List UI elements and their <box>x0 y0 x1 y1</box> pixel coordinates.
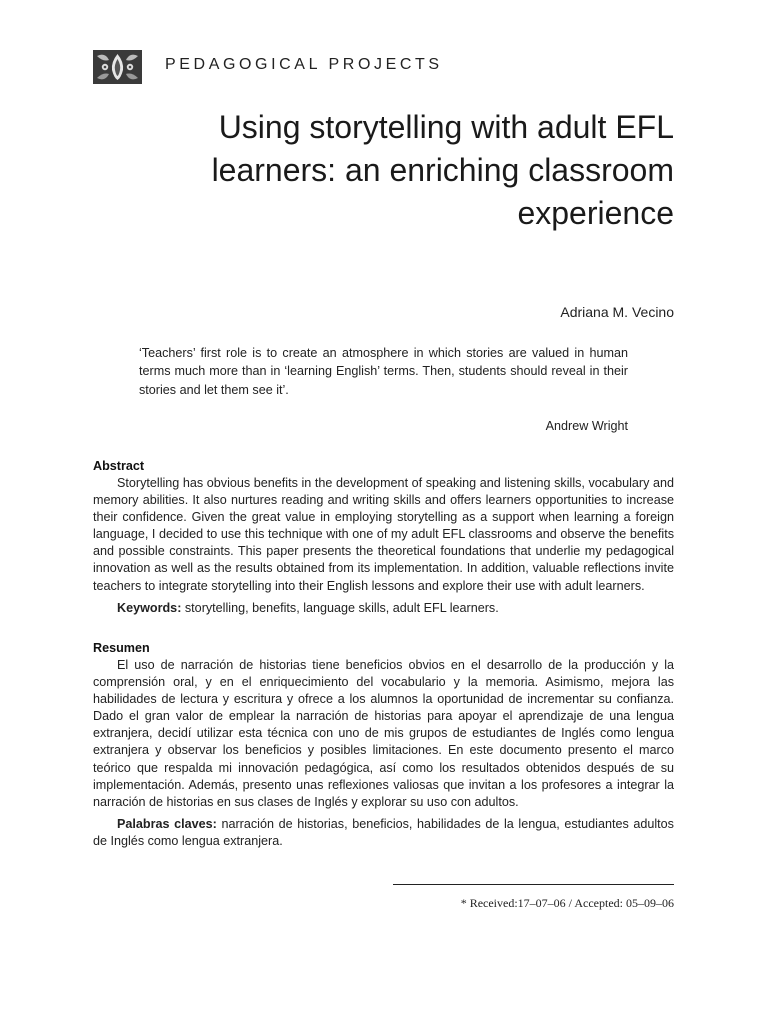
palabras-claves-label: Palabras claves: <box>117 816 217 831</box>
palabras-claves-list: narración de historias, beneficios, habilidades de la lengua, estudiantes adultos de Inglés como lengua extranjera. <box>93 816 674 848</box>
resumen-keywords <box>93 816 674 850</box>
epigraph-author: Andrew Wright <box>545 419 628 433</box>
abstract-keywords <box>93 600 674 617</box>
resumen-section <box>93 640 674 850</box>
keywords-label: Keywords: <box>117 600 182 615</box>
keywords-list: storytelling, benefits, language skills, adult EFL learners. <box>181 600 499 615</box>
received-accepted-note: * Received:17–07–06 / Accepted: 05–09–06 <box>460 896 674 910</box>
resumen-heading: Resumen <box>93 641 150 655</box>
ornament-logo-icon <box>93 50 142 84</box>
resumen-body: El uso de narración de historias tiene beneficios obvios en el desarrollo de la producción y la comprensión oral, y en el enriquecimiento del vocabulario y la memoria. Asimismo, mejora las habilidades de lectura y escritura y ofrece a los alumnos la oportunidad de incrementar su confianza. Dado el gran valor de emplear la narración de historias para apoyar el aprendizaje de una lengua extranjera, decidí utilizar esta técnica con uno de mis grupos de estudiantes de Inglés como lengua extranjera y observar los beneficios y posibles limitaciones. En este documento presento el marco teórico que respalda mi innovación pedagógica, así como los resultados obtenidos después de su implementación. Además, presento unas reflexiones valiosas que invitan a los profesores a integrar la narración de historias en sus clases de Inglés y explorar su uso con adultos. <box>93 658 674 809</box>
abstract-heading: Abstract <box>93 459 145 473</box>
article-title: Using storytelling with adult EFL learners: an enriching classroom experience <box>211 109 674 231</box>
footnote-divider <box>393 884 674 885</box>
epigraph-quote: ‘Teachers’ first role is to create an atmosphere in which stories are valued in human terms much more than in ‘learning English’ terms. Then, students should reveal in their stories and let them see it’. <box>139 346 628 397</box>
abstract-body: Storytelling has obvious benefits in the development of speaking and listening skills, vocabulary and memory abilities. It also nurtures reading and writing skills and offers learners opportunities to increase their confidence. Given the great value in employing storytelling as a support when learning a foreign language, I decided to use this technique with one of my adult EFL classrooms and observe the benefits and possible constraints. This paper presents the theoretical foundations that underlie my pedagogical innovation as well as the results obtained from its implementation. In addition, valuable reflections invite teachers to integrate storytelling into their English lessons and explore their use with adult learners. <box>93 476 674 593</box>
abstract-section <box>93 458 674 617</box>
article-author: Adriana M. Vecino <box>560 304 674 320</box>
section-label: PEDAGOGICAL PROJECTS <box>165 56 443 73</box>
